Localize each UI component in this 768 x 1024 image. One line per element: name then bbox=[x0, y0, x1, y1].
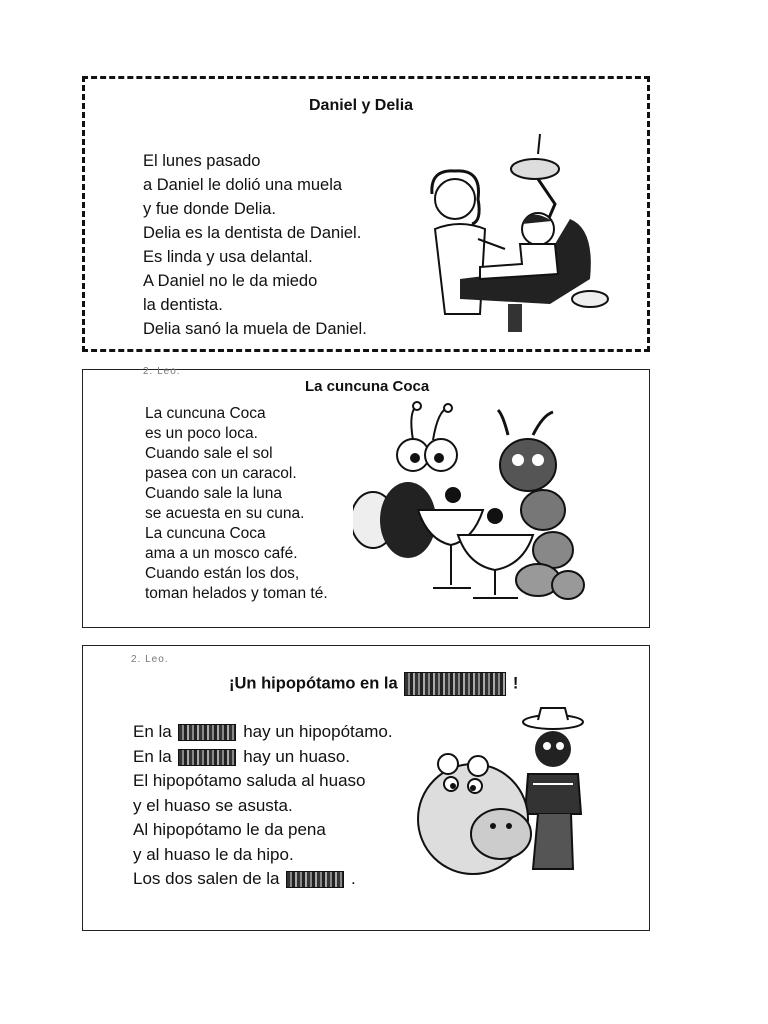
market-picture-icon bbox=[178, 749, 236, 766]
poem-text bbox=[133, 720, 393, 892]
market-picture-icon bbox=[178, 724, 236, 741]
line-text: hay un hipopótamo. bbox=[243, 722, 393, 741]
title-text-before: ¡Un hipopótamo en la bbox=[229, 674, 398, 693]
poem-line: A Daniel no le da miedo bbox=[143, 272, 318, 290]
reading-card-daniel-y-delia bbox=[82, 76, 650, 352]
dentist-illustration bbox=[420, 129, 610, 339]
poem-line: Cuando sale la luna bbox=[145, 485, 283, 502]
line-text: En la bbox=[133, 722, 172, 741]
poem-line: La cuncuna Coca bbox=[145, 405, 266, 422]
poem-text bbox=[145, 404, 328, 604]
poem-line: Delia es la dentista de Daniel. bbox=[143, 224, 362, 242]
header-scrap: 2. Leo. bbox=[131, 654, 169, 665]
line-text: En la bbox=[133, 746, 172, 766]
poem-line bbox=[133, 867, 393, 892]
poem-line: El lunes pasado bbox=[143, 152, 261, 170]
poem-line: Es linda y usa delantal. bbox=[143, 248, 313, 266]
line-text: Los dos salen de la bbox=[133, 869, 280, 888]
card-title: La cuncuna Coca bbox=[305, 378, 430, 395]
poem-line bbox=[133, 745, 393, 770]
poem-line: ama a un mosco café. bbox=[145, 545, 298, 562]
poem-line bbox=[133, 720, 393, 745]
reading-card-la-cuncuna-coca bbox=[82, 366, 650, 628]
hippo-huaso-illustration bbox=[413, 704, 603, 889]
poem-line: y el huaso se asusta. bbox=[133, 795, 293, 815]
poem-line: pasea con un caracol. bbox=[145, 465, 297, 482]
line-text: . bbox=[350, 869, 356, 888]
poem-line: Cuando están los dos, bbox=[145, 565, 300, 582]
market-picture-icon bbox=[404, 672, 506, 696]
card-title bbox=[229, 672, 518, 696]
poem-line: es un poco loca. bbox=[145, 425, 258, 442]
reading-card-hipopotamo bbox=[82, 645, 650, 931]
market-picture-icon bbox=[286, 871, 344, 888]
poem-text bbox=[143, 149, 367, 341]
poem-line: y fue donde Delia. bbox=[143, 200, 277, 218]
poem-line: la dentista. bbox=[143, 296, 223, 314]
card-title: Daniel y Delia bbox=[309, 97, 414, 114]
poem-line: Al hipopótamo le da pena bbox=[133, 820, 326, 839]
line-text: hay un huaso. bbox=[243, 746, 351, 766]
poem-line: y al huaso le da hipo. bbox=[133, 844, 294, 864]
poem-line: La cuncuna Coca bbox=[145, 525, 266, 542]
title-text-after: ! bbox=[512, 674, 519, 693]
poem-line: se acuesta en su cuna. bbox=[145, 505, 305, 522]
header-scrap: 2. Leo. bbox=[143, 366, 181, 377]
poem-line: El hipopótamo saluda al huaso bbox=[133, 771, 366, 790]
poem-line: toman helados y toman té. bbox=[145, 585, 328, 602]
poem-line: Cuando sale el sol bbox=[145, 445, 273, 462]
poem-line: Delia sanó la muela de Daniel. bbox=[143, 320, 367, 338]
poem-line: a Daniel le dolió una muela bbox=[143, 176, 343, 194]
fly-caterpillar-illustration bbox=[353, 400, 593, 605]
